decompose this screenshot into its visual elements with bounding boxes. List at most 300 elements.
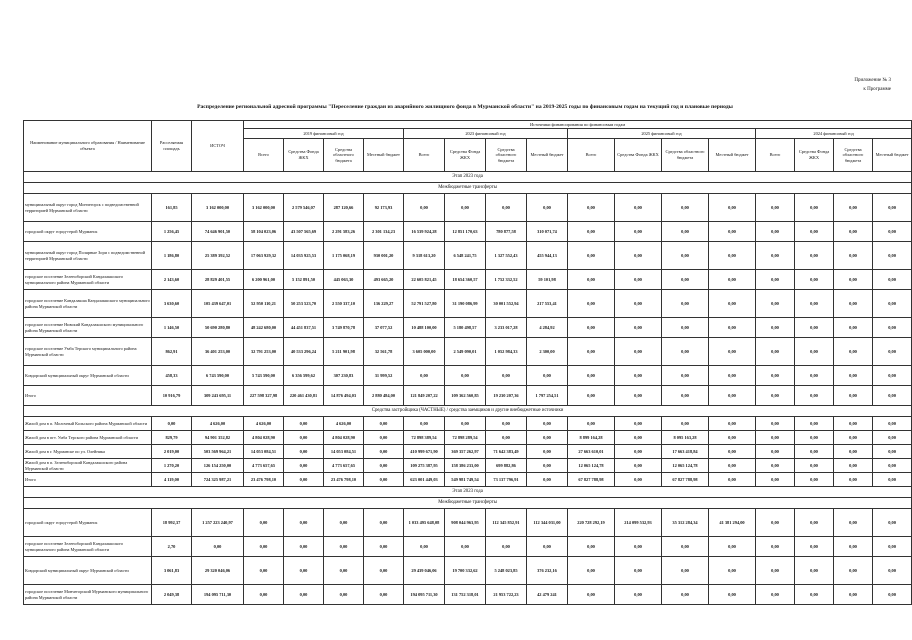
row-area: 2 049,38 [152, 585, 192, 605]
row-value: 10 488 100,00 [404, 318, 445, 338]
row-value: 2 880 484,00 [364, 386, 404, 406]
header-sub-col: Средства Фонда ЖКХ [284, 139, 324, 172]
row-value: 0,00 [873, 585, 912, 605]
row-value: 376 232,16 [527, 557, 568, 585]
row-value: 0,00 [324, 585, 364, 605]
row-value: 0,00 [615, 222, 662, 242]
row-value: 0,00 [445, 194, 486, 222]
row-value: 0,00 [795, 417, 834, 431]
row-value: 0,00 [662, 242, 709, 270]
row-value: 1 327 552,43 [486, 242, 527, 270]
row-value: 8 899 164,28 [568, 431, 615, 445]
row-value: 9 318 613,20 [404, 242, 445, 270]
row-value: 3 749 870,78 [324, 318, 364, 338]
row-value: 220 461 430,81 [284, 386, 324, 406]
row-value: 214 099 532,93 [615, 509, 662, 537]
row-value: 0,00 [486, 417, 527, 431]
row-value: 0,00 [568, 242, 615, 270]
row-value: 12 065 124,78 [662, 459, 709, 473]
row-value: 0,00 [445, 537, 486, 557]
table-row [24, 366, 912, 386]
header-municipality: Наименование муниципального образования / Наименование объекта [24, 121, 152, 172]
header-sub-col: Всего [404, 139, 445, 172]
row-value: 112 344 031,00 [527, 509, 568, 537]
row-value: 307 230,83 [324, 366, 364, 386]
appendix-number: Приложение № 3 [854, 78, 891, 83]
row-value: 0,00 [486, 366, 527, 386]
row-value: 0,00 [756, 473, 795, 487]
row-value: 0,00 [795, 537, 834, 557]
row-value: 194 095 711,30 [404, 585, 445, 605]
table-row [24, 417, 912, 431]
row-area: 1 270,20 [152, 459, 192, 473]
table-row [24, 473, 912, 487]
row-value: 0,00 [244, 537, 284, 557]
row-value: 0,00 [486, 194, 527, 222]
row-value: 0,00 [873, 338, 912, 366]
row-value: 37 077,52 [364, 318, 404, 338]
row-value: 5 180 498,57 [445, 318, 486, 338]
row-value: 0,00 [527, 431, 568, 445]
row-total: 29 320 046,06 [192, 557, 244, 585]
row-value: 0,00 [709, 557, 756, 585]
row-name: Итого [24, 386, 152, 406]
row-value: 0,00 [756, 537, 795, 557]
row-value: 549 981 749,54 [445, 473, 486, 487]
row-value: 0,00 [324, 509, 364, 537]
row-value: 0,00 [834, 242, 873, 270]
row-value: 0,00 [527, 473, 568, 487]
row-value: 31 190 086,99 [445, 290, 486, 318]
row-value: 0,00 [662, 194, 709, 222]
row-value: 0,00 [615, 417, 662, 431]
row-value: 0,00 [284, 537, 324, 557]
row-value: 52 791 527,80 [404, 290, 445, 318]
header-sub-col: Всего [568, 139, 615, 172]
row-value: 0,00 [873, 242, 912, 270]
header-sub-col: Средства областного бюджета [486, 139, 527, 172]
row-value: 0,00 [873, 318, 912, 338]
program-table [23, 120, 912, 605]
row-value: 0,00 [324, 557, 364, 585]
row-value: 0,00 [795, 194, 834, 222]
row-value: 0,00 [662, 366, 709, 386]
table-row [24, 194, 912, 222]
row-value: 0,00 [795, 386, 834, 406]
row-area: 0,00 [152, 417, 192, 431]
row-value: 0,00 [404, 366, 445, 386]
header-sub-col: Средства Фонда ЖКХ [445, 139, 486, 172]
table-row [24, 222, 912, 242]
row-value: 32 561,78 [364, 338, 404, 366]
row-total: 94 901 352,82 [192, 431, 244, 445]
row-name: городской округ город-герой Мурманск [24, 222, 152, 242]
row-value: 71 642 383,49 [486, 445, 527, 459]
row-value: 0,00 [834, 318, 873, 338]
row-area: 2 019,00 [152, 445, 192, 459]
row-value: 0,00 [662, 318, 709, 338]
row-value: 0,00 [834, 338, 873, 366]
header-sub-col: Средства областного бюджета [834, 139, 873, 172]
row-value: 12 851 170,63 [445, 222, 486, 242]
row-value: 131 752 318,01 [445, 585, 486, 605]
header-sub-col: Местный бюджет [873, 139, 912, 172]
row-value: 623 001 449,03 [404, 473, 445, 487]
row-value: 0,00 [615, 585, 662, 605]
row-total: 74 646 901,50 [192, 222, 244, 242]
row-value: 0,00 [364, 473, 404, 487]
row-value: 0,00 [568, 338, 615, 366]
table-row [24, 338, 912, 366]
row-value: 14 053 084,51 [324, 445, 364, 459]
row-value: 0,00 [795, 509, 834, 537]
row-value: 0,00 [284, 557, 324, 585]
row-value: 1 752 332,52 [486, 270, 527, 290]
header-sub-col: Средства областного бюджета [324, 139, 364, 172]
row-value: 0,00 [709, 318, 756, 338]
row-total: 28 829 401,55 [192, 270, 244, 290]
row-value: 0,00 [568, 557, 615, 585]
header-year-4: 2024 финансовый год [756, 129, 912, 139]
row-value: 227 598 327,98 [244, 386, 284, 406]
row-value: 14 035 925,53 [284, 242, 324, 270]
row-value: 0,00 [709, 270, 756, 290]
row-value: 0,00 [324, 537, 364, 557]
row-value: 0,00 [568, 222, 615, 242]
row-area: 1 186,80 [152, 242, 192, 270]
row-value: 455 944,13 [527, 242, 568, 270]
row-value: 0,00 [756, 290, 795, 318]
row-value: 0,00 [486, 431, 527, 445]
row-name: Жилой дом в п. Зеленоборский Кандалакшского района Мурманской области [24, 459, 152, 473]
row-value: 0,00 [615, 557, 662, 585]
row-value: 0,00 [568, 417, 615, 431]
row-value: 0,00 [873, 459, 912, 473]
row-value: 0,00 [364, 537, 404, 557]
row-value: 8 095 163,28 [662, 431, 709, 445]
row-value: 0,00 [756, 270, 795, 290]
stage-label: Этап 2023 года [24, 172, 912, 183]
row-value: 0,00 [568, 270, 615, 290]
row-value: 0,00 [756, 222, 795, 242]
header-year-1: 2019 финансовый год [244, 129, 404, 139]
row-total: 4 626,00 [192, 417, 244, 431]
row-value: 0,00 [756, 445, 795, 459]
row-value: 0,00 [615, 318, 662, 338]
table-row [24, 270, 912, 290]
row-area: 829,79 [152, 431, 192, 445]
row-value: 2 301 134,23 [364, 222, 404, 242]
table-row [24, 509, 912, 537]
row-value: 0,00 [284, 431, 324, 445]
row-value: 0,00 [615, 473, 662, 487]
row-value: 29 439 046,06 [404, 557, 445, 585]
row-value: 0,00 [795, 270, 834, 290]
row-value: 0,00 [873, 222, 912, 242]
row-value: 0,00 [873, 431, 912, 445]
table-row [24, 242, 912, 270]
row-value: 17 063 929,32 [244, 242, 284, 270]
row-value: 0,00 [364, 557, 404, 585]
row-value: 0,00 [615, 290, 662, 318]
row-value: 1 175 068,19 [324, 242, 364, 270]
row-value: 0,00 [662, 386, 709, 406]
row-value: 0,00 [873, 557, 912, 585]
row-value: 0,00 [756, 431, 795, 445]
row-area: 4 119,00 [152, 473, 192, 487]
row-value: 780 877,58 [486, 222, 527, 242]
row-value: 0,00 [568, 386, 615, 406]
row-value: 217 553,41 [527, 290, 568, 318]
row-value: 2 300,00 [527, 338, 568, 366]
row-name: городское поселение Мончегорский Мурманского муниципального района Мурманской области [24, 585, 152, 605]
table-row [24, 459, 912, 473]
header-sources: Источники финансирования по финансовым годам [244, 121, 912, 129]
row-value: 0,00 [756, 585, 795, 605]
row-value: 0,00 [568, 318, 615, 338]
row-value: 0,00 [284, 445, 324, 459]
table-row [24, 386, 912, 406]
row-value: 0,00 [615, 242, 662, 270]
row-value: 908 044 963,95 [445, 509, 486, 537]
row-value: 5 211 901,98 [324, 338, 364, 366]
row-value: 0,00 [756, 242, 795, 270]
row-value: 0,00 [445, 417, 486, 431]
row-value: 0,00 [615, 459, 662, 473]
header-sub-col: Местный бюджет [364, 139, 404, 172]
row-value: 0,00 [284, 417, 324, 431]
row-value: 0,00 [486, 537, 527, 557]
row-name: муниципальный округ город Полярные Зори с подведомственной территорией Мурманской области [24, 242, 152, 270]
row-value: 0,00 [404, 537, 445, 557]
row-value: 23 476 798,10 [244, 473, 284, 487]
row-value: 31 999,52 [364, 366, 404, 386]
row-value: 0,00 [709, 222, 756, 242]
row-total: 724 325 987,21 [192, 473, 244, 487]
row-value: 2 550 337,10 [324, 290, 364, 318]
row-total: 105 439 647,01 [192, 290, 244, 318]
row-value: 369 357 262,97 [445, 445, 486, 459]
row-value: 0,00 [834, 290, 873, 318]
row-value: 0,00 [709, 386, 756, 406]
row-value: 0,00 [709, 366, 756, 386]
row-name: Жилой дом в г. Мурманске по ул. Олейника [24, 445, 152, 459]
row-value: 0,00 [756, 509, 795, 537]
row-value: 4 626,00 [324, 417, 364, 431]
row-value: 0,00 [795, 557, 834, 585]
row-value: 44 451 837,51 [284, 318, 324, 338]
row-value: 310 071,74 [527, 222, 568, 242]
appendix-note [854, 76, 891, 94]
row-value: 0,00 [244, 557, 284, 585]
row-value: 4 773 657,65 [244, 459, 284, 473]
row-value: 0,00 [404, 417, 445, 431]
row-value: 0,00 [756, 459, 795, 473]
row-value: 0,00 [873, 194, 912, 222]
row-value: 0,00 [284, 509, 324, 537]
row-value: 112 345 852,91 [486, 509, 527, 537]
row-value: 4 284,92 [527, 318, 568, 338]
row-value: 14 053 084,51 [244, 445, 284, 459]
row-value: 19 700 332,62 [445, 557, 486, 585]
row-value: 18 654 360,57 [445, 270, 486, 290]
row-value: 48 242 680,00 [244, 318, 284, 338]
row-value: 0,00 [795, 222, 834, 242]
row-value: 0,00 [795, 585, 834, 605]
row-value: 0,00 [615, 431, 662, 445]
row-value: 1 797 254,51 [527, 386, 568, 406]
row-value: 0,00 [834, 270, 873, 290]
row-value: 0,00 [615, 445, 662, 459]
row-value: 4 626,00 [244, 417, 284, 431]
row-value: 0,00 [834, 222, 873, 242]
row-value: 41 381 294,00 [709, 509, 756, 537]
row-value: 22 605 821,45 [404, 270, 445, 290]
row-value: 0,00 [568, 194, 615, 222]
row-value: 158 386 233,00 [445, 459, 486, 473]
row-value: 23 476 798,10 [324, 473, 364, 487]
row-value: 0,00 [527, 537, 568, 557]
row-value: 109 362 560,85 [445, 386, 486, 406]
row-value: 6 356 599,62 [284, 366, 324, 386]
header-total: ИСТОЧ [192, 121, 244, 172]
row-value: 0,00 [445, 366, 486, 386]
row-value: 0,00 [568, 537, 615, 557]
row-area: 2,70 [152, 537, 192, 557]
header-sub-col: Всего [244, 139, 284, 172]
table-row [24, 318, 912, 338]
row-value: 0,00 [795, 318, 834, 338]
row-value: 287 120,66 [324, 194, 364, 222]
row-value: 0,00 [795, 473, 834, 487]
row-value: 0,00 [615, 194, 662, 222]
row-value: 92 173,93 [364, 194, 404, 222]
row-value: 0,00 [834, 386, 873, 406]
row-value: 0,00 [873, 509, 912, 537]
row-value: 0,00 [795, 431, 834, 445]
row-value: 6 200 961,00 [244, 270, 284, 290]
row-value: 0,00 [709, 338, 756, 366]
row-total: 126 154 250,00 [192, 459, 244, 473]
row-area: 1 146,50 [152, 318, 192, 338]
section-label: Средства застройщика (ЧАСТНЫЕ) / средства заемщиков и другие внебюджетные источники [24, 406, 912, 417]
row-area: 161,85 [152, 194, 192, 222]
section-label: Межбюджетные трансферты [24, 498, 912, 509]
table-row [24, 445, 912, 459]
row-value: 0,00 [662, 338, 709, 366]
row-value: 3 233 017,28 [486, 318, 527, 338]
row-value: 73 137 796,91 [486, 473, 527, 487]
row-area: 862,91 [152, 338, 192, 366]
row-value: 50 253 523,70 [284, 290, 324, 318]
row-value: 0,00 [756, 194, 795, 222]
header-year-2: 2023 финансовый год [404, 129, 568, 139]
row-value: 0,00 [527, 459, 568, 473]
row-value: 0,00 [873, 366, 912, 386]
row-value: 16 539 924,28 [404, 222, 445, 242]
row-value: 0,00 [364, 585, 404, 605]
row-value: 30 001 552,94 [486, 290, 527, 318]
row-value: 2 291 583,26 [324, 222, 364, 242]
table-row [24, 290, 912, 318]
row-value: 67 827 788,98 [662, 473, 709, 487]
row-value: 0,00 [709, 445, 756, 459]
row-value: 19 230 207,36 [486, 386, 527, 406]
row-value: 0,00 [568, 290, 615, 318]
row-value: 0,00 [834, 417, 873, 431]
row-value: 0,00 [709, 537, 756, 557]
row-value: 0,00 [364, 509, 404, 537]
row-value: 0,00 [873, 290, 912, 318]
row-value: 0,00 [756, 318, 795, 338]
row-name: городское поселение Кандалакша Кандалакшского муниципального района Мурманской области [24, 290, 152, 318]
row-value: 3 162 000,00 [244, 194, 284, 222]
row-value: 5 248 023,85 [486, 557, 527, 585]
row-value: 0,00 [284, 585, 324, 605]
row-name: городское поселение Зеленоборский Кандалакшского муниципального района Мурманской области [24, 270, 152, 290]
table-row [24, 585, 912, 605]
row-name: Ковдорский муниципальный округ Мурманской области [24, 366, 152, 386]
row-value: 0,00 [795, 290, 834, 318]
row-value: 0,00 [527, 366, 568, 386]
header-year-3: 2025 финансовый год [568, 129, 756, 139]
row-value: 0,00 [834, 473, 873, 487]
row-value: 1 033 495 648,08 [404, 509, 445, 537]
row-name: городское поселение Нивский Кандалакшского муниципального района Мурманской области [24, 318, 152, 338]
row-value: 0,00 [709, 417, 756, 431]
row-value: 0,00 [756, 417, 795, 431]
row-value: 493 665,20 [364, 270, 404, 290]
row-value: 0,00 [709, 585, 756, 605]
row-area: 3 061,83 [152, 557, 192, 585]
row-value: 0,00 [244, 585, 284, 605]
row-value: 0,00 [284, 473, 324, 487]
row-value: 0,00 [364, 417, 404, 431]
row-area: 10 916,79 [152, 386, 192, 406]
row-total: 503 569 964,21 [192, 445, 244, 459]
row-value: 5 152 891,50 [284, 270, 324, 290]
row-value: 0,00 [873, 270, 912, 290]
row-value: 32 791 253,00 [244, 338, 284, 366]
row-area: 1 256,45 [152, 222, 192, 242]
row-value: 0,00 [873, 537, 912, 557]
row-value: 930 001,20 [364, 242, 404, 270]
row-area: 2 143,60 [152, 270, 192, 290]
row-value: 0,00 [662, 270, 709, 290]
row-value: 0,00 [615, 386, 662, 406]
header-sub-col: Средства областного бюджета [662, 139, 709, 172]
row-value: 0,00 [834, 431, 873, 445]
row-value: 2 549 090,01 [445, 338, 486, 366]
row-value: 0,00 [662, 537, 709, 557]
row-value: 1 052 984,33 [486, 338, 527, 366]
row-value: 220 728 292,19 [568, 509, 615, 537]
row-value: 136 229,27 [364, 290, 404, 318]
table-row [24, 557, 912, 585]
row-value: 0,00 [873, 445, 912, 459]
row-value: 0,00 [756, 366, 795, 386]
table-body [24, 172, 912, 605]
row-value: 0,00 [834, 445, 873, 459]
row-value: 0,00 [834, 585, 873, 605]
row-total: 36 401 253,00 [192, 338, 244, 366]
row-total: 0,00 [192, 537, 244, 557]
row-value: 0,00 [795, 338, 834, 366]
row-value: 59 101,98 [527, 270, 568, 290]
row-value: 0,00 [795, 459, 834, 473]
document-title: Распределение региональной адресной программы "Переселение граждан из аварийного жилищного фонда в Мурманской области" на 2019-2025 годы по финансовым годам на текущий год и плановые периоды [197, 104, 733, 110]
row-value: 43 507 565,69 [284, 222, 324, 242]
